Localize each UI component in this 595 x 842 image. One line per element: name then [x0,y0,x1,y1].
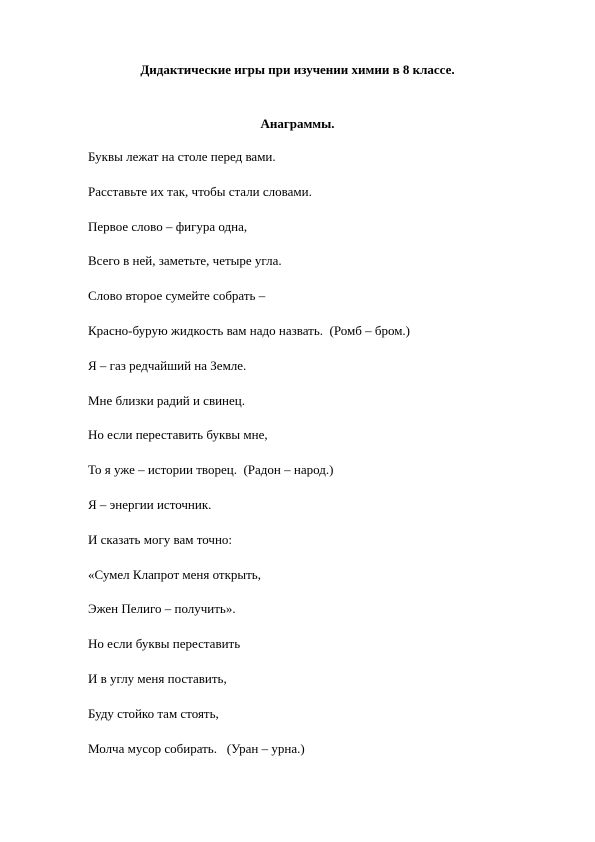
text-line: Расставьте их так, чтобы стали словами. [88,183,312,199]
text-line: Первое слово – фигура одна, [88,218,248,234]
text-line: Слово второе сумейте собрать – [88,288,266,304]
text-line: Всего в ней, заметьте, четыре угла. [88,253,282,269]
text-line: Я – энергии источник. [88,496,212,512]
text-line: «Сумел Клапрот меня открыть, [88,566,261,582]
text-line: Красно-бурую жидкость вам надо назвать. (Ромб – бром.) [88,322,410,338]
text-line: Буду стойко там стоять, [88,705,219,721]
text-line: Эжен Пелиго – получить». [88,601,236,617]
text-line: Буквы лежат на столе перед вами. [88,149,276,164]
document-title: Дидактические игры при изучении химии в 8 классе. [140,62,455,77]
text-line: И сказать могу вам точно: [88,531,233,547]
section-heading: Анаграммы. [260,116,335,131]
text-line: То я уже – истории творец. (Радон – народ.) [88,462,334,478]
text-line: Молча мусор собирать. (Уран – урна.) [88,740,305,756]
text-line: Но если переставить буквы мне, [88,427,268,443]
text-line: И в углу меня поставить, [88,670,227,686]
text-line: Я – газ редчайший на Земле. [88,357,247,373]
text-line: Но если буквы переставить [88,636,241,652]
poem-lines [88,149,548,775]
text-line: Мне близки радий и свинец. [88,392,245,408]
